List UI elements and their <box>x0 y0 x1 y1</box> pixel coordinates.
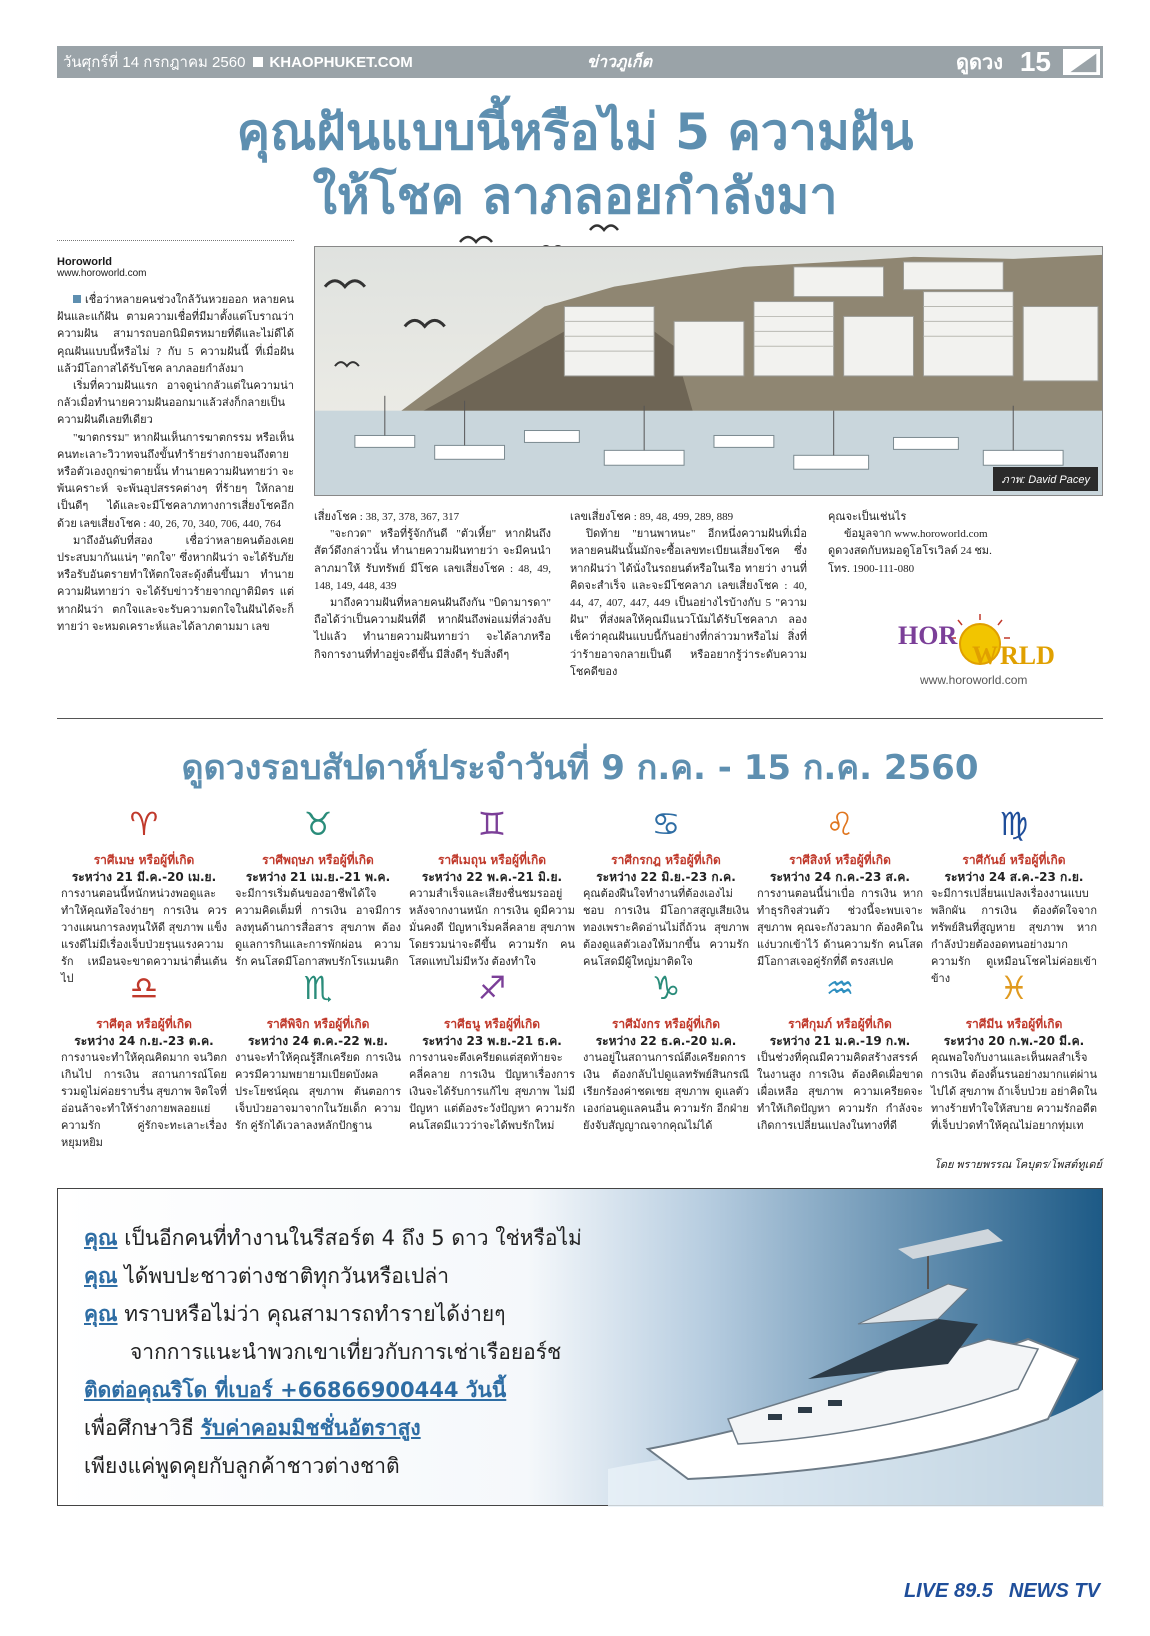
section-name: ดูดวง <box>956 50 1003 74</box>
zodiac-icon-wrap <box>235 964 401 1012</box>
goat-icon: ♑ <box>651 969 681 1007</box>
zodiac-sign-name: ราศีกันย์ หรือผู้ที่เกิด <box>962 853 1066 867</box>
news-tv-logo[interactable]: NEWS TV <box>1008 1580 1100 1602</box>
zodiac-icon-wrap <box>61 964 227 1012</box>
zodiac-cell <box>231 964 405 1132</box>
horoworld-url: www.horoworld.com <box>920 673 1028 687</box>
headline-line-2: ให้โชค ลาภลอยกำลังมา <box>312 167 838 225</box>
zodiac-date-range: ระหว่าง 21 ม.ค.-19 ก.พ. <box>769 1034 911 1048</box>
zodiac-forecast: การงานจะทำให้คุณคิดมาก จนวิตกเกินไป การเงิน สถานการณ์โดยรวมดูไม่ค่อยราบรื่น สุขภาพ จิตใจที่อ่อนล้าจะทำให้ร่างกายพลอยแย่ ความรัก คู่รักจะทะเลาะเรื่องหยุมหยิม <box>61 1052 227 1149</box>
headline-line-1: คุณฝันแบบนี้หรือไม่ 5 ความฝัน <box>236 103 914 161</box>
phone-line[interactable]: โทร. 1900-111-080 <box>828 562 915 575</box>
yacht-image <box>608 1189 1104 1507</box>
zodiac-icon-wrap <box>931 800 1097 848</box>
paragraph: "จะกวด" หรือที่รู้จักกันดี "ตัวเหี้ย" หากฝันถึงสัตว์ดึงกล่าวนั้น ทำนายความฝันทายว่า จะมีคนนำลาภมาให้ รับทรัพย์ มีโชค เลขเสี่ยงโชค : 48, 49, 148, 149, 448, 439 <box>314 528 551 592</box>
article-column-3 <box>570 509 807 681</box>
zodiac-date-range: ระหว่าง 22 พ.ค.-21 มิ.ย. <box>421 870 563 884</box>
zodiac-sign-name: ราศีพฤษภ หรือผู้ที่เกิด <box>262 853 374 867</box>
zodiac-icon-wrap <box>409 800 575 848</box>
zodiac-sign-name: ราศีกรกฎ หรือผู้ที่เกิด <box>611 853 721 867</box>
hotline-line: ดูดวงสดกับหมอดูโฮโรเวิลด์ 24 ชม. <box>828 545 992 558</box>
zodiac-grid <box>57 800 1103 1149</box>
zodiac-sign-name: ราศีพิจิก หรือผู้ที่เกิด <box>266 1017 370 1031</box>
source-line: ข้อมูลจาก www.horoworld.com <box>844 528 988 541</box>
zodiac-date-range: ระหว่าง 22 มิ.ย.-23 ก.ค. <box>596 870 736 884</box>
svg-text:RLD: RLD <box>1000 641 1055 670</box>
section-separator <box>57 718 1103 719</box>
fish-icon: ♓ <box>999 969 1029 1007</box>
article-headline <box>120 100 1030 228</box>
ad-line-3: ทราบหรือไม่ว่า คุณสามารถทำรายได้ง่ายๆ <box>124 1302 506 1326</box>
zodiac-cell <box>753 964 927 1132</box>
zodiac-icon-wrap <box>409 964 575 1012</box>
zodiac-icon-wrap <box>583 964 749 1012</box>
ad-keyword: คุณ <box>84 1302 118 1326</box>
zodiac-forecast: ความสำเร็จและเสียงชื่นชมรออยู่หลังจากงานหนัก การเงิน ดูมีความมั่นคงดี ปัญหาเริ่มคลี่คลาย สุขภาพ โดยรวมน่าจะดีขึ้น ความรัก คนโสดแทบไม่มีหวัง ต้องทำใจ <box>409 888 575 968</box>
zodiac-cell <box>405 964 579 1132</box>
svg-text:W: W <box>972 641 998 670</box>
zodiac-forecast: จะมีการเริ่มต้นของอาชีพได้ใจความคิดเต็มที่ การเงิน อาจมีการลงทุนด้านการสื่อสาร สุขภาพ ต้องดูแลการกินและการพักผ่อน ความรัก คนโสดมีโอกาสพบรักโรแมนติก <box>235 888 401 968</box>
zodiac-sign-name: ราศีธนู หรือผู้ที่เกิด <box>443 1017 541 1031</box>
twins-icon: ♊ <box>477 805 507 843</box>
zodiac-date-range: ระหว่าง 24 ก.ค.-23 ส.ค. <box>770 870 910 884</box>
byline-rule <box>57 240 294 241</box>
paragraph: มาถึงความฝันที่หลายคนฝันถึงกัน "บิดามารดา" ถือได้ว่าเป็นความฝันที่ดี หากฝันถึงพ่อแม่ที่ล่วงลับไปแล้ว ทำนายความฝันทายว่า จะได้ลาภหรือกิจการงานที่ทำอยู่จะดีขึ้น มีสิ่งดีๆ รับสิ่งดีๆ <box>314 597 551 661</box>
zodiac-sign-name: ราศีมังกร หรือผู้ที่เกิด <box>611 1017 721 1031</box>
live-radio-logo[interactable]: LIVE 89.5 <box>903 1580 993 1602</box>
ad-text <box>84 1219 582 1485</box>
zodiac-forecast: งานจะทำให้คุณรู้สึกเครียด การเงิน ควรมีความพยายามเบียดบังผลประโยชน์คุณ สุขภาพ ต้นตอการเจ็บป่วยอาจมาจากในวัยเด็ก ความรัก คู่รักได้เวลาลงหลักปักฐาน <box>235 1052 401 1132</box>
zodiac-cell <box>231 800 405 968</box>
zodiac-sign-name: ราศีสิงห์ หรือผู้ที่เกิด <box>789 853 891 867</box>
weekly-horoscope-title: ดูดวงรอบสัปดาห์ประจำวันที่ 9 ก.ค. - 15 ก.ค. 2560 <box>181 748 979 788</box>
zodiac-sign-name: ราศีกุมภ์ หรือผู้ที่เกิด <box>788 1017 892 1031</box>
resort-photo <box>314 246 1103 496</box>
zodiac-sign-name: ราศีตุล หรือผู้ที่เกิด <box>96 1017 192 1031</box>
yacht-advertisement <box>57 1188 1103 1506</box>
zodiac-forecast: งานอยู่ในสถานการณ์ตึงเครียดการเงิน ต้องกลับไปดูแลทรัพย์สินกรณีเรียกร้องค่าชดเชย สุขภาพ ดูแลตัวเองก่อนดูแลคนอื่น ความรัก อีกฝ่ายยังจับสัญญาณจากคุณไม่ได้ <box>583 1052 749 1132</box>
zodiac-forecast: การงานตอนนี้น่าเบื่อ การเงิน หากทำธุรกิจส่วนตัว ช่วงนี้จะพบเจาะสุขภาพ คุณจะกังวลมาก ต้องคิดในแง่บวกเข้าไว้ ด้านความรัก คนโสดมีโอกาสเจอคู่รักที่ดี ตรงสเปค <box>757 888 923 968</box>
zodiac-sign-name: ราศีเมษ หรือผู้ที่เกิด <box>93 853 195 867</box>
zodiac-date-range: ระหว่าง 20 ก.พ.-20 มี.ค. <box>943 1034 1085 1048</box>
zodiac-date-range: ระหว่าง 24 ต.ค.-22 พ.ย. <box>247 1034 389 1048</box>
zodiac-date-range: ระหว่าง 22 ธ.ค.-20 ม.ค. <box>595 1034 737 1048</box>
zodiac-forecast: คุณพอใจกับงานและเห็นผลสำเร็จ การเงิน ต้องดิ้นรนอย่างมากแต่ผ่านไปได้ สุขภาพ ถ้าเจ็บป่วย อย่าคิดในทางร้ายทำใจให้สบาย ความรักอดีตที่เจ็บปวดทำให้คุณไม่อยากทุ่มเท <box>931 1052 1097 1132</box>
ram-icon: ♈ <box>129 805 159 843</box>
resort-harbor-image <box>315 247 1102 495</box>
paragraph: เริ่มที่ความฝันแรก อาจดูน่ากลัวแต่ในความน่ากลัวเมื่อทำนายความฝันออกมาแล้วส่งก็กลายเป็นความฝันดีเลยทีเดียว <box>57 380 294 427</box>
ad-line-4: จากการแนะนำพวกเขาเที่ยวกับการเช่าเรือยอร์ช <box>130 1340 562 1364</box>
zodiac-date-range: ระหว่าง 24 ส.ค.-23 ก.ย. <box>944 870 1084 884</box>
zodiac-date-range: ระหว่าง 21 เม.ย.-21 พ.ค. <box>245 870 391 884</box>
zodiac-sign-name: ราศีเมถุน หรือผู้ที่เกิด <box>437 853 547 867</box>
water-bearer-icon: ♒ <box>825 969 855 1007</box>
paragraph: "ฆาตกรรม" หากฝันเห็นการฆาตกรรม หรือเห็นคนทะเลาะวิวาทจนถึงขั้นทำร้ายร่างกายจนถึงตาย หรือตัวเองถูกฆ่าตายนั้น ทำนายความฝันทายว่า จะพ้นเคราะห์ จะพ้นอุปสรรคต่างๆ ที่ร้ายๆ ให้กลายเป็นดีๆ ได้และจะมีโชคลาภทางการเสี่ยงโชคอีกด้วย เลขเสี่ยงโชค : 40, 26, 70, 340, 706, 440, 764 <box>57 431 294 530</box>
article-column-2 <box>314 509 551 664</box>
paragraph: เชื่อว่าหลายคนช่วงใกล้วันหวยออก หลายคนฝันและแก้ฝัน ตามความเชื่อที่มีมาตั้งแต่โบราณว่า ความฝัน สามารถบอกนิมิตรหมายที่ดีและไม่ดีได้ คุณฝันแบบนี้หรือไม่ ? กับ 5 ความฝันนี้ ที่เมื่อฝันแล้วมีโอกาสได้รับโชค ลาภลอยกำลังมา <box>57 294 294 375</box>
zodiac-icon-wrap <box>757 964 923 1012</box>
scorpion-icon: ♏ <box>303 969 333 1007</box>
ad-keyword: คุณ <box>84 1226 118 1250</box>
footer-logos <box>904 1580 1100 1603</box>
zodiac-icon-wrap <box>931 964 1097 1012</box>
virgin-icon: ♍ <box>999 805 1029 843</box>
zodiac-cell <box>927 964 1101 1132</box>
page-number: 15 <box>1019 46 1051 77</box>
zodiac-date-range: ระหว่าง 23 พ.ย.-21 ธ.ค. <box>422 1034 562 1048</box>
paragraph: มาถึงอันดับที่สอง เชื่อว่าหลายคนต้องเคยประสบมากันแน่ๆ "ตกใจ" ซึ่งหากฝันว่า จะได้รับภัย หรือรับอันตรายทำให้ตกใจสะดุ้งตื่นขึ้นมา ทำนายความฝันทายว่า จะได้รับข่าวร้ายจากญาติมิตร แต่หากฝันว่า ตกใจและจะรับความตกใจในฝันได้จะก็ ทายว่า จะหมดเคราะห์และได้ลาภตามมา เลข <box>57 534 294 633</box>
zodiac-cell <box>57 800 231 985</box>
zodiac-sign-name: ราศีมีน หรือผู้ที่เกิด <box>965 1017 1063 1031</box>
zodiac-cell <box>753 800 927 968</box>
zodiac-forecast: การงานตอนนี้หนักหน่วงพอดูและทำให้คุณท้อใจง่ายๆ การเงิน ควรวางแผนการลงทุนให้ดี สุขภาพ แข็งแรงดีไม่มีเรื่องเจ็บป่วยรุนแรงความรัก เหมือนจะขาดความน่าตื่นเต้นไป <box>61 888 227 985</box>
site-name[interactable]: KHAOPHUKET.COM <box>269 53 413 71</box>
paragraph: เลขเสี่ยงโชค : 89, 48, 499, 289, 889 <box>570 511 734 523</box>
zodiac-forecast: เป็นช่วงที่คุณมีความคิดสร้างสรรค์ในงานสูง การเงิน ต้องคิดเผื่อขาดเผื่อเหลือ สุขภาพ ความเครียดจะทำให้เกิดปัญหา ความรัก กำลังจะเกิดการเปลี่ยนแปลงในทางที่ดี <box>757 1052 923 1132</box>
archer-icon: ♐ <box>477 969 507 1007</box>
zodiac-forecast: การงานจะตึงเครียดแต่สุดท้ายจะคลี่คลาย การเงิน ปัญหาเรื่องการเงินจะได้รับการแก้ไข สุขภาพ ไม่มีปัญหา แต่ต้องระวังปัญหา ความรัก คนโสดมีแววว่าจะได้พบรักใหม่ <box>409 1052 575 1132</box>
paragraph: คุณจะเป็นเช่นไร <box>828 511 907 523</box>
zodiac-date-range: ระหว่าง 24 ก.ย.-23 ต.ค. <box>74 1034 214 1048</box>
ad-line-6a: เพื่อศึกษาวิธี <box>84 1416 194 1440</box>
crab-icon: ♋ <box>651 805 681 843</box>
ad-line-7: เพียงแค่พูดคุยกับลูกค้าชาวต่างชาติ <box>84 1454 400 1478</box>
ad-line-1: เป็นอีกคนที่ทำงานในรีสอร์ต 4 ถึง 5 ดาว ใช่หรือไม่ <box>124 1226 582 1250</box>
ad-keyword: คุณ <box>84 1264 118 1288</box>
paragraph: ปิดท้าย "ยานพาหนะ" อีกหนึ่งความฝันที่เมื่อหลายคนฝันนั้นมักจะซื้อเลขทะเบียนเสี่ยงโชค ซึ่งหากฝันว่า ได้นั่งในรถยนต์หรือในเรือ ทายว่า งานที่คิดจะสำเร็จ และจะมีโชคลาภ เลขเสี่ยงโชค : 40, 44, 47, 407, 447, 449 เป็นอย่างไรบ้างกับ 5 "ความฝัน" ที่ส่งผลให้คุณมีแนวโน้มได้รับโชคลาภ ลองเช็คว่าคุณฝันแบบนี้กันอย่างที่กล่าวมาหรือไม่ สิ่งที่ว่าร้ายอาจกลายเป็นดี หรืออยากรู้ว่าระดับความโชคดีของ <box>570 528 807 678</box>
newspaper-logo: ข่าวภูเก็ต <box>587 51 652 71</box>
zodiac-icon-wrap <box>757 800 923 848</box>
page-corner-icon <box>1060 46 1103 78</box>
byline <box>57 256 146 279</box>
zodiac-forecast: จะมีการเปลี่ยนแปลงเรื่องงานแบบพลิกผัน การเงิน ต้องตัดใจจากทรัพย์สินที่สูญหาย สุขภาพ หากกำลังป่วยต้องอดทนอย่างมาก ความรัก ดูเหมือนโชคไม่ค่อยเข้าข้าง <box>931 888 1097 985</box>
zodiac-cell <box>405 800 579 968</box>
photo-credit: ภาพ: David Pacey <box>993 467 1098 491</box>
paragraph: เสี่ยงโชค : 38, 37, 378, 367, 317 <box>314 511 460 523</box>
zodiac-date-range: ระหว่าง 21 มี.ค.-20 เม.ย. <box>71 870 217 884</box>
ad-commission-link[interactable]: รับค่าคอมมิชชั่นอัตราสูง <box>200 1416 421 1440</box>
header-bar <box>57 46 1103 78</box>
square-separator-icon <box>253 57 263 67</box>
zodiac-icon-wrap <box>61 800 227 848</box>
svg-text:HOR: HOR <box>898 621 958 650</box>
zodiac-icon-wrap <box>583 800 749 848</box>
byline-name: Horoworld <box>57 256 112 268</box>
zodiac-forecast: คุณต้องฝืนใจทำงานที่ต้องเองไม่ชอบ การเงิน มีโอกาสสูญเสียเงินทองเพราะคิดอ่านไม่ถี่ถ้วน สุขภาพ ต้องดูแลตัวเองให้มากขึ้น ความรัก คนโสดมีผู้ใหญ่มาติดใจ <box>583 888 749 968</box>
bull-icon: ♉ <box>303 805 333 843</box>
zodiac-cell <box>57 964 231 1149</box>
zodiac-cell <box>579 964 753 1132</box>
article-column-4 <box>828 509 1065 578</box>
bullet-square-icon <box>73 295 81 303</box>
zodiac-icon-wrap <box>235 800 401 848</box>
horoworld-logo[interactable] <box>880 612 1080 692</box>
scales-icon: ♎ <box>129 969 159 1007</box>
issue-date: วันศุกร์ที่ 14 กรกฎาคม 2560 <box>63 54 246 71</box>
article-column-1 <box>57 292 294 636</box>
lion-icon: ♌ <box>825 805 855 843</box>
ad-contact-line[interactable]: ติดต่อคุณริโด ที่เบอร์ +66866900444 วันนี้ <box>84 1378 507 1402</box>
zodiac-cell <box>927 800 1101 985</box>
byline-url[interactable]: www.horoworld.com <box>57 268 147 279</box>
author-credit: โดย พรายพรรณ โคบุตร/โพสต์ทูเดย์ <box>933 1159 1102 1171</box>
ad-line-2: ได้พบปะชาวต่างชาติทุกวันหรือเปล่า <box>124 1264 450 1288</box>
zodiac-cell <box>579 800 753 968</box>
